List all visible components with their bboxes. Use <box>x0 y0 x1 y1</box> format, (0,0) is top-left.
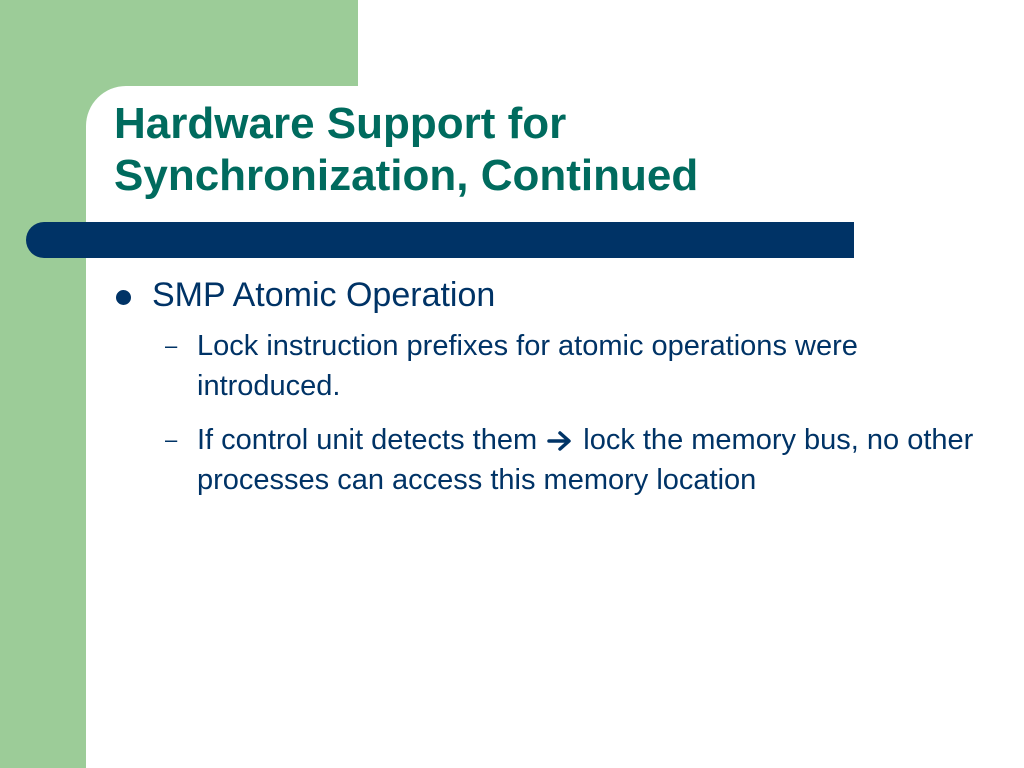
title-underline-bar <box>26 222 854 258</box>
bullet-dot-icon <box>116 290 131 305</box>
slide-content <box>110 274 1000 500</box>
sub-bullet-item <box>110 326 1000 406</box>
sub-bullet-text-start: If control unit detects them <box>197 424 538 456</box>
sub-bullet-text: Lock instruction prefixes for atomic operations were introduced. <box>197 330 858 402</box>
dash-marker: – <box>165 333 178 358</box>
sub-bullet-item <box>110 420 1000 500</box>
right-arrow-icon <box>547 430 573 452</box>
sub-bullet-text-end: lock the memory bus, no other processes can access this memory location <box>197 424 974 496</box>
title-line-1: Hardware Support for <box>114 99 567 148</box>
bullet-text: SMP Atomic Operation <box>152 276 496 314</box>
slide-title <box>114 98 974 202</box>
dash-marker: – <box>165 427 178 452</box>
title-line-2: Synchronization, Continued <box>114 151 699 200</box>
bullet-item <box>110 274 1000 316</box>
